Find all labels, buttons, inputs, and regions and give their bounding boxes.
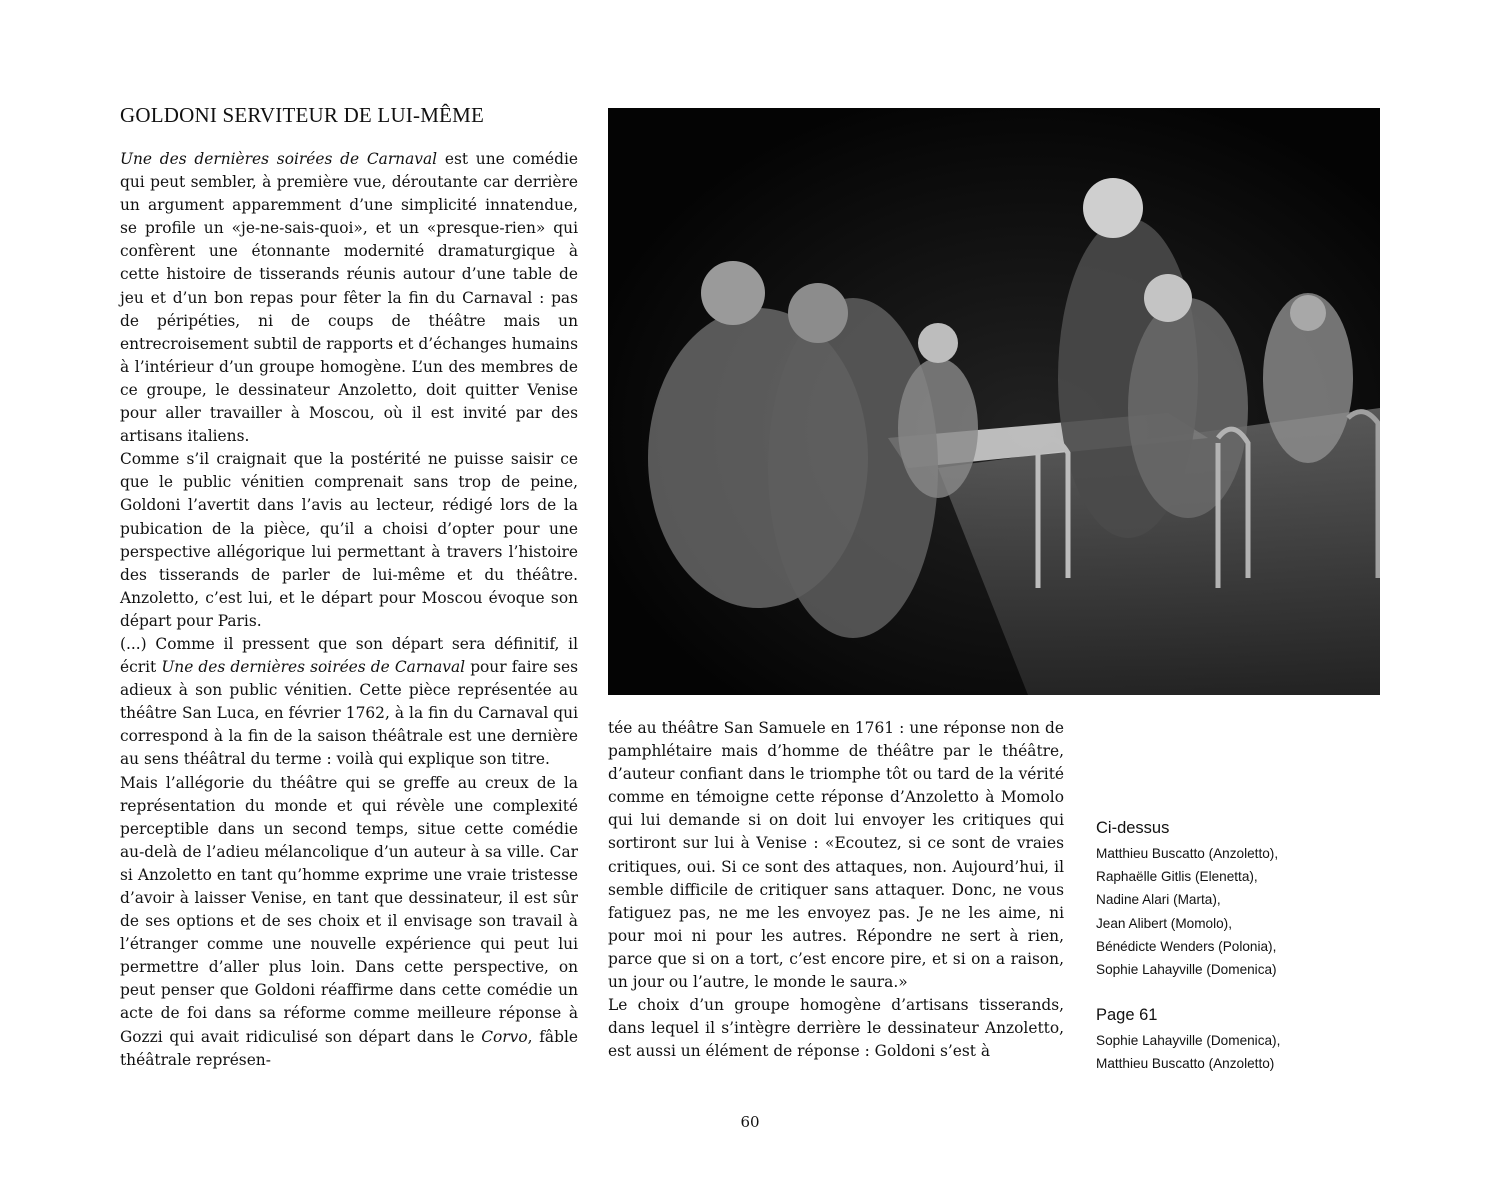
text-column-middle [608,717,1064,1063]
text-run: est une comédie qui peut sembler, à première vue, déroutante car derrière un argument apparemment d’une simplicité innatendue, se profile un «je-ne-sais-quoi», et un «presque-rien» qui confèrent une étonnante modernité dramaturgique à cette histoire de tisserands réunis autour d’une table de jeu et d’un bon repas pour fêter la fin du Carnaval : pas de péripéties, ni de coups de théâtre mais un entrecroisement subtil de rapports et d’échanges humains à l’intérieur d’un groupe homogène. L’un des membres de ce groupe, le dessinateur Anzoletto, doit quitter Venise pour aller travailler à Moscou, où il est invité par des artisans italiens. [120,150,578,446]
caption-line: Jean Alibert (Momolo), [1096,915,1232,931]
theatre-scene-image [608,108,1380,695]
caption-line: Matthieu Buscatto (Anzoletto), [1096,846,1279,861]
caption-line: Sophie Lahayville (Domenica), [1096,1033,1281,1048]
caption-line: Sophie Lahayville (Domenica) [1096,962,1277,978]
caption-line: Raphaëlle Gitlis (Elenetta), [1096,869,1258,885]
page-number: 60 [740,1113,760,1131]
caption-above [1096,816,1278,981]
paragraph [120,448,578,633]
text-column-left [120,148,578,1072]
text-run: , fâble théâtrale représen- [120,1027,578,1069]
caption-above-title: Ci-dessus [1096,819,1170,837]
paragraph [120,772,578,1072]
stage-photograph [608,108,1380,695]
italic-title-text: Une des dernières soirées de Carnaval [161,658,466,677]
text-run: Comme s’il craignait que la postérité ne puisse saisir ce que le public vénitien comprenait sans trop de peine, Goldoni l’avertit dans l’avis au lecteur, rédigé lors de la pubication de la pièce, qu’il a choisi d’opter pour une perspective allégorique lui permettant à travers l’histoire des tisserands de parler de lui-même et du théâtre. Anzoletto, c’est lui, et le départ pour Moscou évoque son départ pour Paris. [120,450,578,630]
italic-title-text: Corvo [481,1027,528,1046]
caption-line: Matthieu Buscatto (Anzoletto) [1096,1056,1275,1072]
text-run: pour faire ses adieux à son public vénitien. Cette pièce représentée au théâtre San Luca, en février 1762, à la fin du Carnaval qui correspond à la fin de la saison théâtrale est une dernière au sens théâtral du terme : voilà qui explique son titre. [120,658,578,769]
caption-page-61 [1096,1003,1280,1075]
section-heading: GOLDONI SERVITEUR DE LUI-MÊME [120,103,484,127]
caption-line: Bénédicte Wenders (Polonia), [1096,938,1277,954]
paragraph [120,148,578,448]
text-run: tée au théâtre San Samuele en 1761 : une réponse non de pamphlétaire mais d’homme de théâtre par le théâtre, d’auteur confiant dans le triomphe tôt ou tard de la vérité comme en témoigne cette réponse d’Anzoletto à Momolo qui lui demande si on doit lui envoyer les critiques qui sortiront sur lui à Venise : «Ecoutez, si ce sont de vraies critiques, oui. Si ce sont des attaques, non. Aujourd’hui, il semble difficile de critiquer sans attaquer. Donc, ne vous fatiguez pas, ne me les envoyez pas. Je ne les aime, ni pour moi ni pour les autres. Répondre ne sert à rien, parce que si on a tort, c’est encore pire, et si on a raison, un jour ou l’autre, le monde le saura.» [608,719,1064,992]
paragraph [608,717,1064,994]
text-run: Le choix d’un groupe homogène d’artisans tisserands, dans lequel il s’intègre derrière le dessinateur Anzoletto, est aussi un élément de réponse : Goldoni s’est à [608,996,1064,1061]
caption-line: Nadine Alari (Marta), [1096,892,1221,908]
caption-page-title: Page 61 [1096,1006,1158,1024]
text-run: Mais l’allégorie du théâtre qui se greffe au creux de la représentation du monde et qui révèle une complexité perceptible dans un second temps, situe cette comédie au-delà de l’adieu mélancolique d’un auteur à sa ville. Car si Anzoletto en tant qu’homme exprime une vraie tristesse d’avoir à laisser Venise, en tant que dessinateur, il est sûr de ses options et de ses choix et il envisage son travail à l’étranger comme une nouvelle expérience qui peut lui permettre d’aller plus loin. Dans cette perspective, on peut penser que Goldoni réaffirme dans cette comédie un acte de foi dans sa réforme comme meilleure réponse à Gozzi qui avait ridiculisé son départ dans le [120,773,578,1046]
text-run: (...) Comme il pressent que son départ sera définitif, il écrit [120,634,578,677]
italic-title-text: Une des dernières soirées de Carnaval [120,150,438,168]
paragraph [608,994,1064,1063]
paragraph [120,633,578,772]
